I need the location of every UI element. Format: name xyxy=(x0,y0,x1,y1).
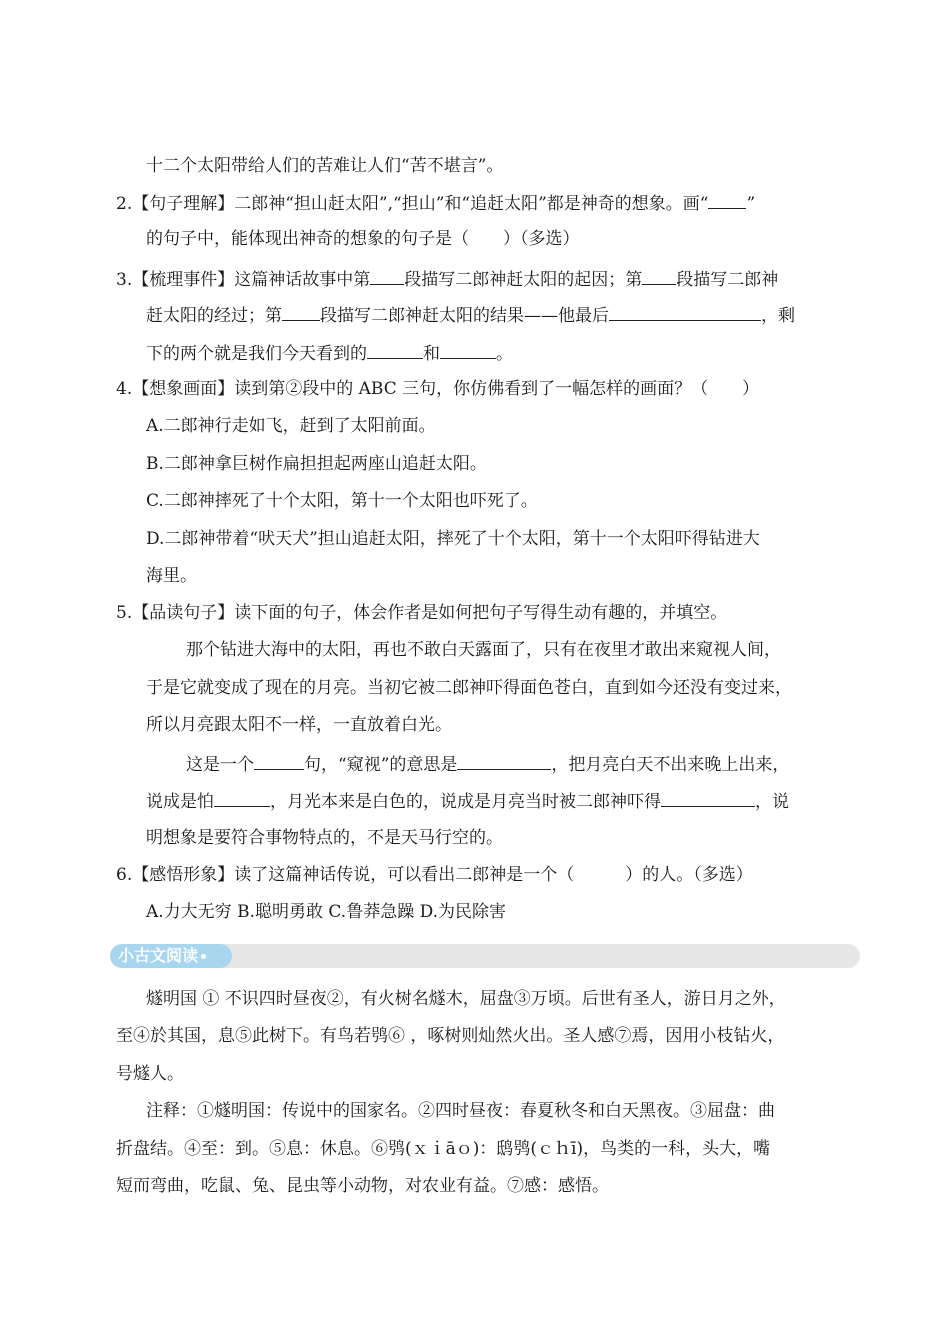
question-6-stem: 6.【感悟形象】读了这篇神话传说，可以看出二郎神是一个（ ）的人。（多选） xyxy=(116,865,753,885)
question-5-blank-scared[interactable] xyxy=(661,788,755,807)
question-5-blank-type[interactable] xyxy=(254,751,304,770)
question-3-text: 赶太阳的经过；第 xyxy=(146,306,282,326)
question-3-blank-sun[interactable] xyxy=(367,340,423,359)
question-3-blank-moon[interactable] xyxy=(440,340,496,359)
question-3-blank-cause[interactable] xyxy=(370,266,404,285)
question-5-text: 句，“窥视”的意思是 xyxy=(304,755,458,775)
section-banner xyxy=(110,944,860,968)
question-3-text: 。 xyxy=(496,344,513,364)
question-5-text: 这是一个 xyxy=(186,755,254,775)
section-title: 小古文阅读 xyxy=(118,946,199,965)
question-5-passage-line: 所以月亮跟太阳不一样，一直放着白光。 xyxy=(146,715,452,735)
question-4-option-d-cont: 海里。 xyxy=(146,566,197,586)
question-4-option-d[interactable]: D.二郎神带着“吠天犬”担山追赶太阳，摔死了十个太阳，第十一个太阳吓得钻进大 xyxy=(146,529,760,549)
annotation-line: 短而弯曲，吃鼠、兔、昆虫等小动物，对农业有益。⑦感：感悟。 xyxy=(116,1176,609,1196)
question-2-line-2: 的句子中，能体现出神奇的想象的句子是（ ）（多选） xyxy=(146,229,580,249)
question-5-text: ，把月亮白天不出来晚上出来， xyxy=(551,755,790,775)
question-6-options[interactable]: A.力大无穷 B.聪明勇敢 C.鲁莽急躁 D.为民除害 xyxy=(146,902,507,922)
question-5-passage-line: 那个钻进大海中的太阳，再也不敢白天露面了，只有在夜里才敢出来窥视人间， xyxy=(186,640,781,660)
question-4-option-b[interactable]: B.二郎神拿巨树作扁担担起两座山追赶太阳。 xyxy=(146,454,487,474)
section-dot-icon xyxy=(201,954,206,959)
question-3-blank-process[interactable] xyxy=(642,266,676,285)
question-5-fill-line-3: 明想象是要符合事物特点的，不是天马行空的。 xyxy=(146,828,503,848)
question-2-text-a: 2.【句子理解】二郎神“担山赶太阳”,“担山”和“追赶太阳”都是神奇的想象。画“ xyxy=(116,194,709,214)
question-3-line-1 xyxy=(116,266,778,292)
question-5-text: ，说 xyxy=(755,792,789,812)
question-3-text: 段描写二郎神 xyxy=(676,270,779,290)
question-5-text: ，月光本来是白色的，说成是月亮当时被二郎神吓得 xyxy=(270,792,661,812)
question-3-text: 段描写二郎神赶太阳的起因；第 xyxy=(404,270,643,290)
question-4-option-c[interactable]: C.二郎神摔死了十个太阳，第十一个太阳也吓死了。 xyxy=(146,491,538,511)
question-3-line-2 xyxy=(146,302,795,328)
question-3-text: 3.【梳理事件】这篇神话故事中第 xyxy=(116,270,371,290)
section-tag xyxy=(110,944,232,968)
question-3-line-3 xyxy=(146,340,513,366)
classical-text-line: 燧明国 ① 不识四时昼夜②，有火树名燧木，屈盘③万顷。后世有圣人，游日月之外， xyxy=(146,989,786,1009)
intro-text: 十二个太阳带给人们的苦难让人们“苦不堪言”。 xyxy=(146,156,504,176)
classical-text-line: 至④於其国，息⑤此树下。有鸟若鸮⑥ ，啄树则灿然火出。圣人感⑦焉，因用小枝钻火， xyxy=(116,1026,785,1046)
question-4-option-a[interactable]: A.二郎神行走如飞，赶到了太阳前面。 xyxy=(146,416,436,436)
question-3-text: 段描写二郎神赶太阳的结果——他最后 xyxy=(320,306,609,326)
question-2-mark-blank[interactable] xyxy=(708,190,746,209)
question-5-blank-meaning[interactable] xyxy=(457,751,551,770)
question-2-line-1 xyxy=(116,190,755,216)
classical-text-line: 号燧人。 xyxy=(116,1064,184,1084)
question-3-text: 和 xyxy=(423,344,440,364)
question-3-blank-result[interactable] xyxy=(282,302,320,321)
question-5-stem: 5.【品读句子】读下面的句子，体会作者是如何把句子写得生动有趣的，并填空。 xyxy=(116,603,728,623)
question-5-fill-line-1 xyxy=(186,751,789,777)
question-2-text-b: ” xyxy=(746,194,756,214)
question-3-text: 下的两个就是我们今天看到的 xyxy=(146,344,367,364)
question-4-stem: 4.【想象画面】读到第②段中的 ABC 三句，你仿佛看到了一幅怎样的画面？（ ） xyxy=(116,379,760,399)
question-5-passage-line: 于是它就变成了现在的月亮。当初它被二郎神吓得面色苍白，直到如今还没有变过来， xyxy=(146,678,792,698)
question-5-blank-fear[interactable] xyxy=(214,788,270,807)
question-5-text: 说成是怕 xyxy=(146,792,214,812)
annotation-line: 折盘结。④至：到。⑤息：休息。⑥鸮(ｘｉāｏ)：鸱鸮(ｃｈī)，鸟类的一科，头大，嘴 xyxy=(116,1139,771,1159)
question-3-text: ，剩 xyxy=(761,306,795,326)
question-3-blank-last[interactable] xyxy=(609,302,761,321)
annotation-line: 注释：①燧明国：传说中的国家名。②四时昼夜：春夏秋冬和白天黑夜。③屈盘：曲 xyxy=(146,1101,775,1121)
question-5-fill-line-2 xyxy=(146,788,789,814)
